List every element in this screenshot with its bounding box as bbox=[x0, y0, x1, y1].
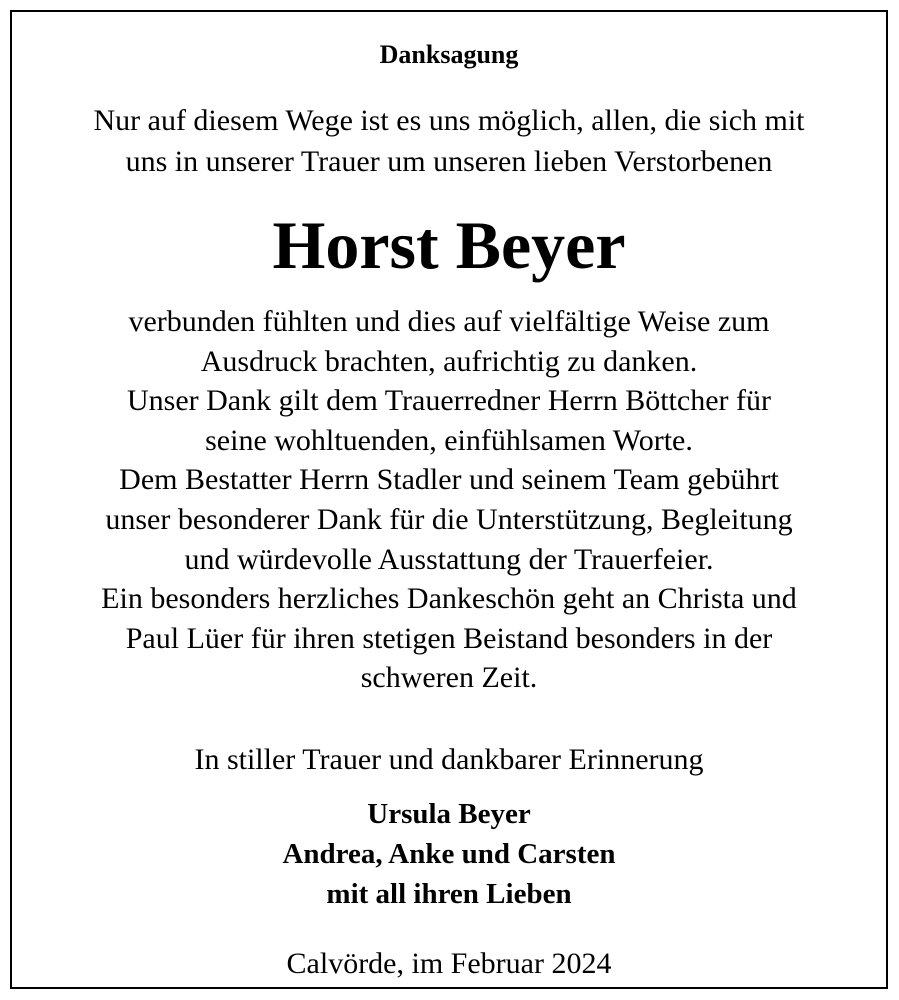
closing-line bbox=[12, 740, 886, 780]
intro-line: uns in unserer Trauer um unseren lieben Verstorbenen bbox=[125, 145, 773, 178]
notice-frame bbox=[10, 10, 888, 989]
body-line: seine wohltuenden, einfühlsamen Worte. bbox=[205, 423, 693, 457]
body-line: und würdevolle Ausstattung der Trauerfeier. bbox=[184, 542, 714, 576]
body-line: Unser Dank gilt dem Trauerredner Herrn Böttcher für bbox=[127, 384, 771, 418]
body-line: schweren Zeit. bbox=[360, 661, 538, 695]
intro-line: Nur auf diesem Wege ist es uns möglich, allen, die sich mit bbox=[93, 104, 805, 137]
place-date bbox=[12, 944, 886, 984]
signature-line: Andrea, Anke und Carsten bbox=[282, 838, 616, 870]
closing-text: In stiller Trauer und dankbarer Erinnerung bbox=[194, 743, 704, 776]
body-line: verbunden fühlten und dies auf vielfältige Weise zum bbox=[128, 305, 770, 338]
deceased-name-text: Horst Beyer bbox=[272, 207, 626, 283]
body-line: Ein besonders herzliches Dankeschön geht an Christa und bbox=[101, 582, 797, 616]
heading-text: Danksagung bbox=[379, 40, 519, 69]
body-paragraph bbox=[12, 302, 886, 698]
body-line: Dem Bestatter Herrn Stadler und seinem Team gebührt bbox=[119, 463, 779, 497]
body-line: Ausdruck brachten, aufrichtig zu danken. bbox=[200, 344, 698, 378]
deceased-name bbox=[12, 207, 886, 283]
intro-paragraph bbox=[12, 100, 886, 182]
signature-block bbox=[12, 794, 886, 914]
body-line: unser besonderer Dank für die Unterstützung, Begleitung bbox=[105, 502, 793, 536]
notice-heading bbox=[12, 39, 886, 71]
place-date-text: Calvörde, im Februar 2024 bbox=[286, 947, 612, 980]
signature-line: mit all ihren Lieben bbox=[326, 878, 572, 910]
signature-line: Ursula Beyer bbox=[367, 798, 531, 830]
body-line: Paul Lüer für ihren stetigen Beistand besonders in der bbox=[125, 621, 773, 655]
